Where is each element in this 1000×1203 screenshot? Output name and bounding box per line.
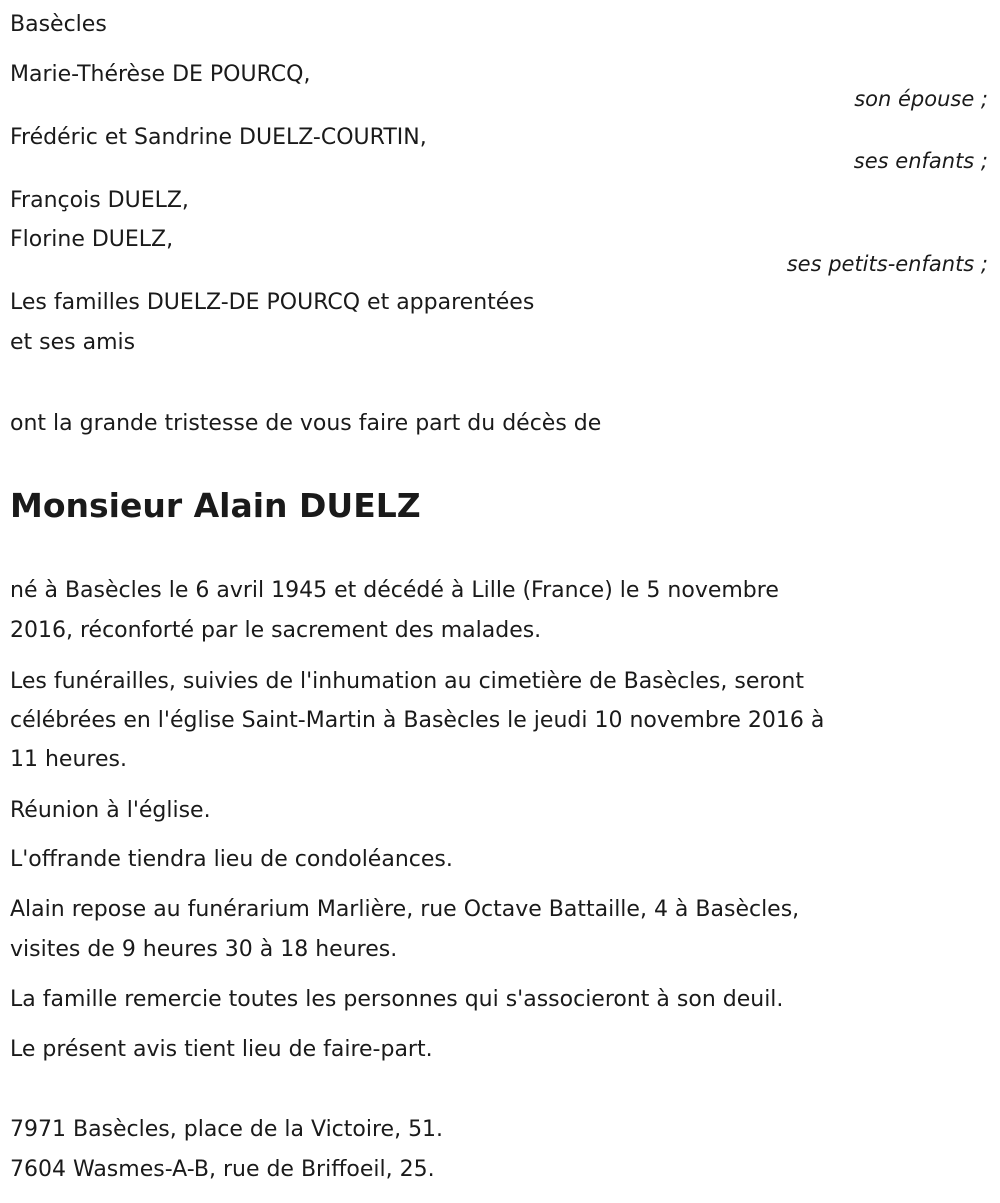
body-line: Alain repose au funérarium Marlière, rue Octave Battaille, 4 à Basècles, [10,897,800,922]
address: 7604 Wasmes-A-B, rue de Briffoeil, 25. [10,1157,435,1182]
family-member: Les familles DUELZ-DE POURCQ et apparentées [10,290,535,315]
body-line: né à Basècles le 6 avril 1945 et décédé à Lille (France) le 5 novembre [10,578,779,603]
announcement: ont la grande tristesse de vous faire part du décès de [10,411,602,436]
address: 7971 Basècles, place de la Victoire, 51. [10,1117,444,1142]
body-line: visites de 9 heures 30 à 18 heures. [10,937,398,962]
body-line: L'offrande tiendra lieu de condoléances. [10,847,453,872]
body-line: Les funérailles, suivies de l'inhumation au cimetière de Basècles, seront [10,669,804,694]
deceased-name: Monsieur Alain DUELZ [10,486,421,525]
family-member: Florine DUELZ, [10,227,174,252]
relation-label: ses petits-enfants ; [786,252,988,276]
family-member: et ses amis [10,330,136,355]
body-line: 11 heures. [10,747,127,772]
family-member: Frédéric et Sandrine DUELZ-COURTIN, [10,125,427,150]
body-line: célébrées en l'église Saint-Martin à Basècles le jeudi 10 novembre 2016 à [10,708,825,733]
relation-label: ses enfants ; [853,149,988,173]
body-line: Le présent avis tient lieu de faire-part. [10,1037,433,1062]
family-member: François DUELZ, [10,188,189,213]
location: Basècles [10,12,107,37]
relation-label: son épouse ; [854,87,988,111]
body-line: La famille remercie toutes les personnes qui s'associeront à son deuil. [10,987,784,1012]
body-line: Réunion à l'église. [10,798,211,823]
family-member: Marie-Thérèse DE POURCQ, [10,62,311,87]
body-line: 2016, réconforté par le sacrement des malades. [10,618,542,643]
